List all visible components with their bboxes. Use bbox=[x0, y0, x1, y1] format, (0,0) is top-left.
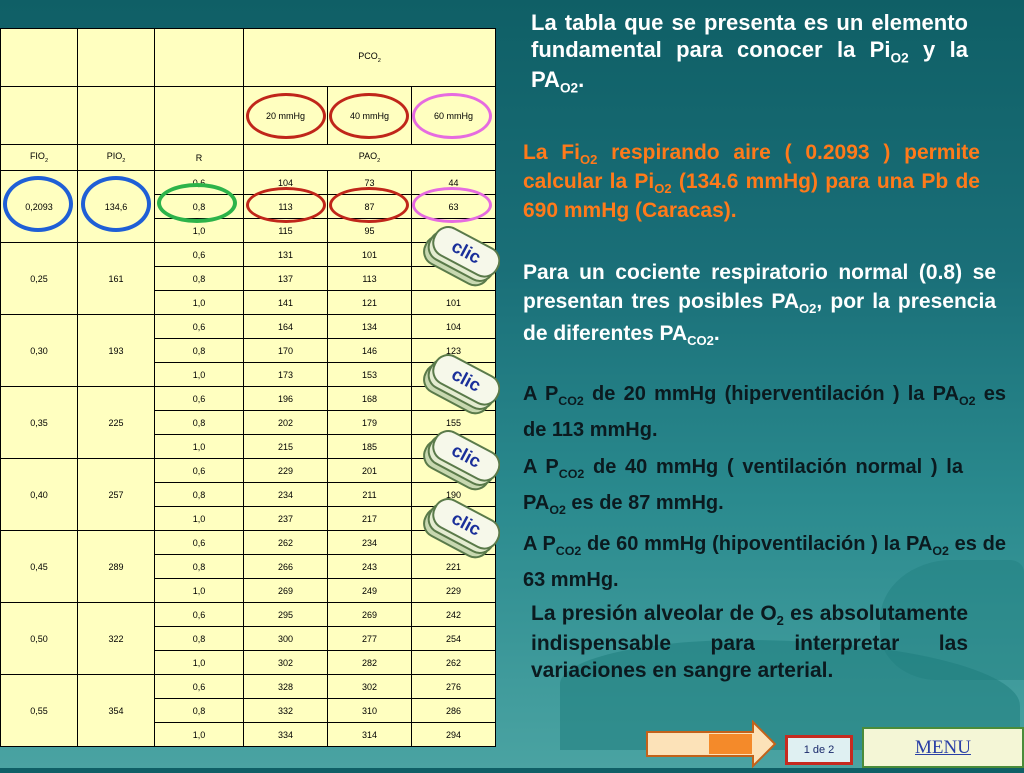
intro-text: La tabla que se presenta es un elemento fundamental para conocer la $Pi_{O2}$ y la $PA_{O2}$. bbox=[531, 10, 968, 96]
pao2-cell: 310 bbox=[328, 699, 412, 723]
blank-cell bbox=[1, 29, 78, 87]
pao2-cell: 115 bbox=[244, 219, 328, 243]
fio2-cell: 0,40 bbox=[1, 459, 78, 531]
pco2-40-text: A $P_{CO2}$ de 40 mmHg ( ventilación normal ) la $PA_{O2}$ es de 87 mmHg. bbox=[523, 456, 963, 517]
pao2-cell: 44 bbox=[412, 171, 496, 195]
clic-label: clic bbox=[448, 363, 485, 396]
pao2-cell: 185 bbox=[328, 435, 412, 459]
pao2-cell: 215 bbox=[244, 435, 328, 459]
highlight-pio2-ellipse bbox=[81, 176, 151, 232]
pio2-cell: 134,6 bbox=[78, 171, 155, 243]
pio2-cell: 354 bbox=[78, 675, 155, 747]
r-cell: 0,6 bbox=[155, 387, 244, 411]
menu-button[interactable]: MENU bbox=[862, 727, 1024, 768]
fio2-cell: 0,25 bbox=[1, 243, 78, 315]
r-cell: 0,6 bbox=[155, 315, 244, 339]
pao2-cell: 141 bbox=[244, 291, 328, 315]
highlight-60-ellipse bbox=[412, 93, 492, 139]
blank-cell bbox=[1, 87, 78, 145]
r-cell: 1,0 bbox=[155, 579, 244, 603]
pao2-cell: 276 bbox=[412, 675, 496, 699]
fio2-text: La $Fi_{O2}$ respirando aire ( 0.2093 ) permite calcular la $Pi_{O2}$ (134.6 mmHg) para una Pb de 690 mmHg (Caracas). bbox=[523, 141, 980, 222]
pco2-col-60: 60 mmHg bbox=[412, 87, 496, 145]
pao2-cell: 243 bbox=[328, 555, 412, 579]
pao2-cell: 153 bbox=[328, 363, 412, 387]
highlight-113-ellipse bbox=[246, 187, 326, 223]
pao2-cell: 269 bbox=[328, 603, 412, 627]
clic-button-1[interactable] bbox=[418, 226, 500, 288]
pao2-cell: 101 bbox=[328, 243, 412, 267]
blank-cell bbox=[155, 29, 244, 87]
pao2-cell: 314 bbox=[328, 723, 412, 747]
pao2-cell: 179 bbox=[328, 411, 412, 435]
pco2-col-40: 40 mmHg bbox=[328, 87, 412, 145]
r-header: R bbox=[155, 145, 244, 171]
pao2-cell: 328 bbox=[244, 675, 328, 699]
pio2-cell: 289 bbox=[78, 531, 155, 603]
r-cell: 1,0 bbox=[155, 651, 244, 675]
r-cell: 0,8 bbox=[155, 267, 244, 291]
table-row bbox=[1, 171, 496, 195]
r-cell: 1,0 bbox=[155, 435, 244, 459]
clic-button-icon bbox=[418, 430, 500, 492]
pao2-cell: 196 bbox=[244, 387, 328, 411]
table-row bbox=[1, 315, 496, 339]
r-cell: 0,8 bbox=[155, 555, 244, 579]
clic-button-icon bbox=[418, 226, 500, 288]
pao2-cell: 131 bbox=[244, 243, 328, 267]
pco2-header: $PCO_2$ bbox=[244, 29, 496, 87]
pao2-cell: 282 bbox=[328, 651, 412, 675]
pco2-60-text: A $P_{CO2}$ de 60 mmHg (hipoventilación ) la $PA_{O2}$ es de 63 mmHg. bbox=[523, 533, 1006, 591]
blank-cell bbox=[78, 29, 155, 87]
pao2-cell: 63 bbox=[412, 195, 496, 219]
r-cell: 1,0 bbox=[155, 723, 244, 747]
pao2-cell: 277 bbox=[328, 627, 412, 651]
table-row bbox=[1, 675, 496, 699]
pio2-header: $PIO_2$ bbox=[78, 145, 155, 171]
clic-label: clic bbox=[448, 439, 485, 472]
pao2-cell: 164 bbox=[244, 315, 328, 339]
fio2-cell: 0,50 bbox=[1, 603, 78, 675]
pao2-cell: 229 bbox=[412, 579, 496, 603]
page-indicator: 1 de 2 bbox=[785, 735, 853, 765]
pao2-cell: 302 bbox=[244, 651, 328, 675]
next-arrow-icon bbox=[645, 720, 777, 768]
pao2-cell: 155 bbox=[412, 411, 496, 435]
r-cell: 0,6 bbox=[155, 171, 244, 195]
pao2-cell: 123 bbox=[412, 339, 496, 363]
pao2-cell: 254 bbox=[412, 627, 496, 651]
pao2-cell: 217 bbox=[328, 507, 412, 531]
r-cell: 0,8 bbox=[155, 627, 244, 651]
pao2-cell: 234 bbox=[244, 483, 328, 507]
r-cell: 0,8 bbox=[155, 411, 244, 435]
presion-text: La presión alveolar de $O_2$ es absolutamente indispensable para interpretar las variaciones en sangre arterial. bbox=[531, 602, 968, 683]
pao2-cell: 104 bbox=[412, 315, 496, 339]
pao2-cell: 137 bbox=[244, 267, 328, 291]
pao2-cell: 237 bbox=[244, 507, 328, 531]
highlight-40-ellipse bbox=[329, 93, 409, 139]
r-cell: 1,0 bbox=[155, 363, 244, 387]
r-cell: 0,6 bbox=[155, 603, 244, 627]
pco2-col-20: 20 mmHg bbox=[244, 87, 328, 145]
fio2-cell: 0,45 bbox=[1, 531, 78, 603]
cociente-text: Para un cociente respiratorio normal (0.8) se presentan tres posibles $PA_{O2}$, por la presencia de diferentes $PA_{CO2}$. bbox=[523, 261, 996, 348]
pao2-cell: 202 bbox=[244, 411, 328, 435]
pao2-cell: 221 bbox=[412, 555, 496, 579]
r-cell: 1,0 bbox=[155, 291, 244, 315]
clic-button-icon bbox=[418, 354, 500, 416]
pao2-cell: 113 bbox=[328, 267, 412, 291]
r-cell: 0,6 bbox=[155, 675, 244, 699]
fio2-cell: 0,35 bbox=[1, 387, 78, 459]
pao2-cell: 234 bbox=[328, 531, 412, 555]
pao2-cell: 295 bbox=[244, 603, 328, 627]
pao2-cell: 262 bbox=[412, 651, 496, 675]
highlight-r-ellipse bbox=[157, 183, 237, 223]
r-cell: 0,6 bbox=[155, 243, 244, 267]
fio2-header: $FIO_2$ bbox=[1, 145, 78, 171]
fio2-cell: 0,30 bbox=[1, 315, 78, 387]
pao2-cell: 242 bbox=[412, 603, 496, 627]
pao2-cell: 300 bbox=[244, 627, 328, 651]
highlight-87-ellipse bbox=[329, 187, 409, 223]
pao2-cell: 87 bbox=[328, 195, 412, 219]
highlight-20-ellipse bbox=[246, 93, 326, 139]
pao2-cell: 168 bbox=[328, 387, 412, 411]
pao2-cell: 302 bbox=[328, 675, 412, 699]
pio2-cell: 322 bbox=[78, 603, 155, 675]
pio2-cell: 193 bbox=[78, 315, 155, 387]
pao2-cell: 249 bbox=[328, 579, 412, 603]
r-cell: 0,8 bbox=[155, 339, 244, 363]
clic-button-3[interactable] bbox=[418, 430, 500, 492]
pao2-cell: 229 bbox=[244, 459, 328, 483]
r-cell: 0,6 bbox=[155, 531, 244, 555]
pao2-cell: 170 bbox=[244, 339, 328, 363]
pao2-cell: 269 bbox=[244, 579, 328, 603]
r-cell: 1,0 bbox=[155, 219, 244, 243]
pao2-cell: 262 bbox=[244, 531, 328, 555]
pao2-cell: 146 bbox=[328, 339, 412, 363]
r-cell: 0,8 bbox=[155, 195, 244, 219]
pao2-cell: 211 bbox=[328, 483, 412, 507]
r-cell: 1,0 bbox=[155, 507, 244, 531]
clic-button-icon bbox=[418, 498, 500, 560]
fio2-cell: 0,2093 bbox=[1, 171, 78, 243]
table-row bbox=[1, 603, 496, 627]
pio2-cell: 225 bbox=[78, 387, 155, 459]
pao2-cell: 121 bbox=[328, 291, 412, 315]
pao2-cell: 134 bbox=[328, 315, 412, 339]
pao2-cell: 286 bbox=[412, 699, 496, 723]
pao2-cell: 334 bbox=[244, 723, 328, 747]
clic-button-4[interactable] bbox=[418, 498, 500, 560]
pao2-cell: 95 bbox=[328, 219, 412, 243]
pao2-header: $PAO_2$ bbox=[244, 145, 496, 171]
r-cell: 0,8 bbox=[155, 483, 244, 507]
pao2-cell: 104 bbox=[244, 171, 328, 195]
pao2-cell: 294 bbox=[412, 723, 496, 747]
blank-cell bbox=[155, 87, 244, 145]
clic-label: clic bbox=[448, 507, 485, 540]
highlight-63-ellipse bbox=[412, 187, 492, 223]
pao2-cell: 113 bbox=[244, 195, 328, 219]
clic-button-2[interactable] bbox=[418, 354, 500, 416]
clic-label: clic bbox=[448, 235, 485, 268]
r-cell: 0,8 bbox=[155, 699, 244, 723]
pao2-cell: 332 bbox=[244, 699, 328, 723]
fio2-cell: 0,55 bbox=[1, 675, 78, 747]
pao2-cell: 101 bbox=[412, 291, 496, 315]
pao2-cell: 190 bbox=[412, 483, 496, 507]
blank-cell bbox=[78, 87, 155, 145]
pao2-cell: 73 bbox=[328, 171, 412, 195]
pco2-20-text: A $P_{CO2}$ de 20 mmHg (hiperventilación ) la $PA_{O2}$ es de 113 mmHg. bbox=[523, 383, 1006, 441]
pio2-cell: 257 bbox=[78, 459, 155, 531]
pio2-cell: 161 bbox=[78, 243, 155, 315]
r-cell: 0,6 bbox=[155, 459, 244, 483]
pao2-cell: 173 bbox=[244, 363, 328, 387]
pao2-cell: 201 bbox=[328, 459, 412, 483]
pao2-cell: 266 bbox=[244, 555, 328, 579]
highlight-fio2-ellipse bbox=[3, 176, 73, 232]
next-arrow-button[interactable] bbox=[645, 720, 777, 768]
